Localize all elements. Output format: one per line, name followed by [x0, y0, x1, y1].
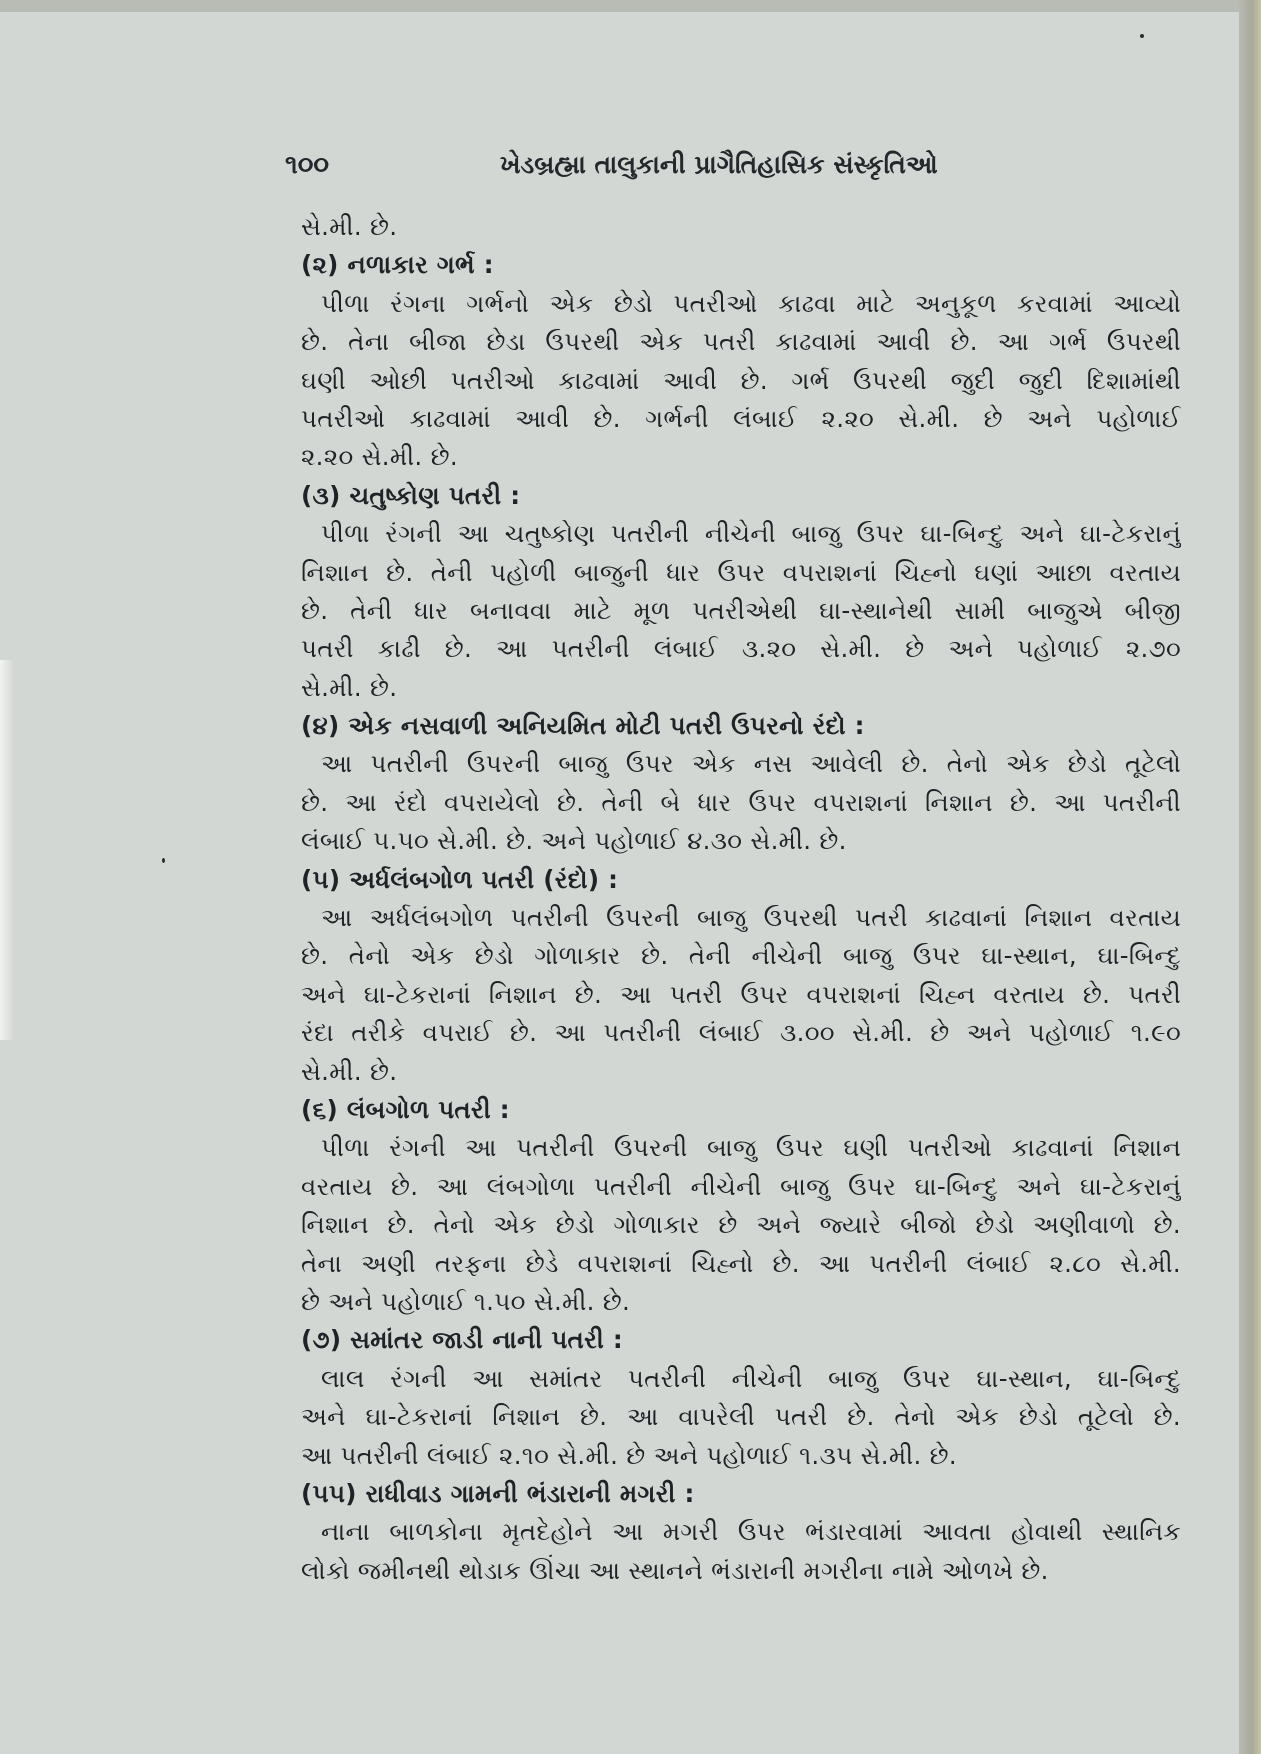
text-line: નિશાન છે. તેનો એક છેડો ગોળાકાર છે અને જ્યારે બીજો છેડો અણીવાળો છે. — [301, 1210, 1181, 1240]
ink-speck — [1140, 34, 1144, 38]
text-line: સે.મી. છે. — [301, 1056, 398, 1086]
text-line: આ અર્ધલંબગોળ પતરીની ઉપરની બાજુ ઉપરથી પતરી કાઢવાનાં નિશાન વરતાય — [321, 903, 1181, 933]
section-heading: (૬) લંબગોળ પતરી : — [301, 1094, 510, 1124]
text-line: છે. તેના બીજા છેડા ઉપરથી એક પતરી કાઢવામાં આવી છે. આ ગર્ભ ઉપરથી — [301, 327, 1181, 357]
text-line: સે.મી. છે. — [301, 672, 398, 702]
running-title: ખેડબ્રહ્મા તાલુકાની પ્રાગૈતિહાસિક સંસ્કૃતિઓ — [500, 150, 938, 179]
section-heading: (૪) એક નસવાળી અનિયમિત મોટી પતરી ઉપરનો રંદો : — [301, 711, 865, 741]
text-line: છે. આ રંદો વપરાયેલો છે. તેની બે ધાર ઉપર વપરાશનાં નિશાન છે. આ પતરીની — [301, 787, 1181, 817]
text-line: છે. તેની ધાર બનાવવા માટે મૂળ પતરીએથી ઘા-સ્થાનેથી સામી બાજુએ બીજી — [301, 595, 1181, 625]
text-line: ઘણી ઓછી પતરીઓ કાઢવામાં આવી છે. ગર્ભ ઉપરથી જુદી જુદી દિશામાંથી — [301, 365, 1181, 395]
text-line: નાના બાળકોના મૃતદેહોને આ મગરી ઉપર ભંડારવામાં આવતા હોવાથી સ્થાનિક — [321, 1517, 1181, 1547]
text-line: પતરીઓ કાઢવામાં આવી છે. ગર્ભની લંબાઈ ૨.૨૦ સે.મી. છે અને પહોળાઈ — [301, 403, 1181, 433]
text-line: લોકો જમીનથી થોડાક ઊંચા આ સ્થાનને ભંડારાની મગરીના નામે ઓળખે છે. — [301, 1555, 1049, 1585]
text-line: રંદા તરીકે વપરાઈ છે. આ પતરીની લંબાઈ ૩.૦૦ સે.મી. છે અને પહોળાઈ ૧.૯૦ — [301, 1018, 1181, 1048]
text-line: પીળા રંગની આ ચતુષ્કોણ પતરીની નીચેની બાજુ ઉપર ઘા-બિન્દુ અને ઘા-ટેકરાનું — [321, 519, 1181, 549]
text-line: ૨.૨૦ સે.મી. છે. — [301, 442, 458, 472]
text-line: તેના અણી તરફના છેડે વપરાશનાં ચિહ્નો છે. આ પતરીની લંબાઈ ૨.૮૦ સે.મી. — [301, 1248, 1181, 1278]
text-line: પીળા રંગની આ પતરીની ઉપરની બાજુ ઉપર ઘણી પતરીઓ કાઢવાનાં નિશાન — [321, 1133, 1181, 1163]
text-line: આ પતરીની ઉપરની બાજુ ઉપર એક નસ આવેલી છે. તેનો એક છેડો તૂટેલો — [321, 749, 1181, 779]
scan-top-edge — [0, 0, 1261, 12]
text-line: છે અને પહોળાઈ ૧.૫૦ સે.મી. છે. — [301, 1286, 631, 1316]
text-line: પીળા રંગના ગર્ભનો એક છેડો પતરીઓ કાઢવા માટે અનુકૂળ કરવામાં આવ્યો — [321, 288, 1181, 318]
body-text — [301, 208, 1181, 1590]
scan-right-edge — [1239, 0, 1261, 1754]
section-heading: (૫૫) રાધીવાડ ગામની ભંડારાની મગરી : — [301, 1478, 695, 1508]
text-line: અને ઘા-ટેકરાનાં નિશાન છે. આ પતરી ઉપર વપરાશનાં ચિહ્ન વરતાય છે. પતરી — [301, 979, 1181, 1009]
text-line: નિશાન છે. તેની પહોળી બાજુની ધાર ઉપર વપરાશનાં ચિહ્નો ઘણાં આછા વરતાય — [301, 557, 1181, 587]
scan-left-glare — [0, 660, 14, 1040]
text-line: પતરી કાઢી છે. આ પતરીની લંબાઈ ૩.૨૦ સે.મી. છે અને પહોળાઈ ૨.૭૦ — [301, 634, 1181, 664]
text-line: લંબાઈ ૫.૫૦ સે.મી. છે. અને પહોળાઈ ૪.૩૦ સે.મી. છે. — [301, 826, 847, 856]
running-header — [285, 150, 955, 190]
text-line: આ પતરીની લંબાઈ ૨.૧૦ સે.મી. છે અને પહોળાઈ ૧.૩૫ સે.મી. છે. — [301, 1440, 957, 1470]
text-line: વરતાય છે. આ લંબગોળા પતરીની નીચેની બાજુ ઉપર ઘા-બિન્દુ અને ઘા-ટેકરાનું — [301, 1171, 1181, 1201]
ink-speck — [162, 858, 165, 863]
text-line: અને ઘા-ટેકરાનાં નિશાન છે. આ વાપરેલી પતરી છે. તેનો એક છેડો તૂટેલો છે. — [301, 1402, 1181, 1432]
section-heading: (૭) સમાંતર જાડી નાની પતરી : — [301, 1325, 623, 1355]
text-line: લાલ રંગની આ સમાંતર પતરીની નીચેની બાજુ ઉપર ઘા-સ્થાન, ઘા-બિન્દુ — [321, 1363, 1181, 1393]
page-number: ૧૦૦ — [285, 150, 330, 180]
section-heading: (૫) અર્ધલંબગોળ પતરી (રંદો) : — [301, 864, 619, 894]
text-line: છે. તેનો એક છેડો ગોળાકાર છે. તેની નીચેની બાજુ ઉપર ઘા-સ્થાન, ઘા-બિન્દુ — [301, 941, 1181, 971]
section-heading: (૨) નળાકાર ગર્ભ : — [301, 250, 494, 280]
text-line: સે.મી. છે. — [301, 212, 398, 241]
section-heading: (૩) ચતુષ્કોણ પતરી : — [301, 480, 521, 510]
